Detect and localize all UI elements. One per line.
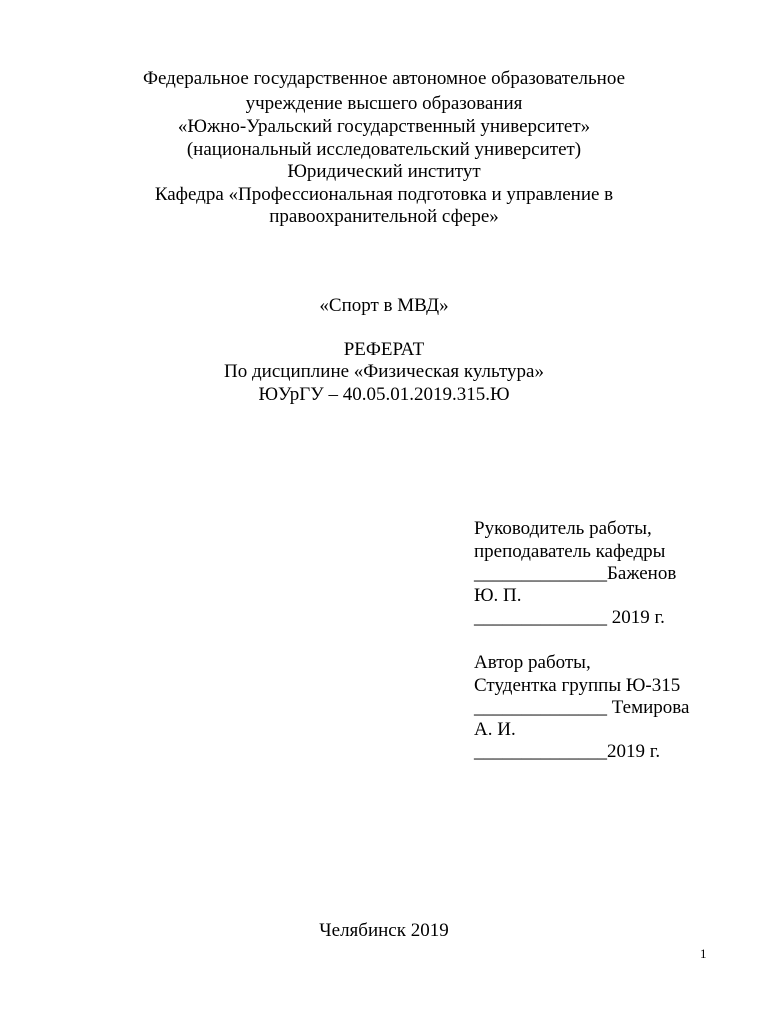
header-line-5: Юридический институт: [287, 161, 481, 182]
document-code: ЮУрГУ – 40.05.01.2019.315.Ю: [258, 384, 510, 405]
author-role-2: Студентка группы Ю-315: [474, 675, 681, 696]
supervisor-role-1: Руководитель работы,: [474, 518, 652, 539]
header-line-7: правоохранительной сфере»: [269, 206, 499, 227]
author-signature: ______________ Темирова: [474, 697, 690, 718]
supervisor-role-2: преподаватель кафедры: [474, 541, 666, 562]
topic-title: «Спорт в МВД»: [319, 295, 449, 316]
header-line-4: (национальный исследовательский университет): [186, 139, 582, 160]
discipline-line: По дисциплине «Физическая культура»: [224, 361, 544, 382]
author-date: ______________2019 г.: [474, 741, 661, 762]
author-initials: А. И.: [474, 719, 516, 740]
supervisor-signature: ______________Баженов: [474, 563, 677, 584]
supervisor-initials: Ю. П.: [474, 585, 522, 606]
page-number: 1: [700, 946, 707, 961]
header-line-3: «Южно-Уральский государственный университет»: [177, 116, 591, 137]
header-line-1: Федеральное государственное автономное образовательное: [142, 68, 626, 89]
supervisor-date: ______________ 2019 г.: [474, 607, 665, 628]
author-role-1: Автор работы,: [474, 652, 591, 673]
header-line-6: Кафедра «Профессиональная подготовка и управление в: [154, 184, 614, 205]
document-type: РЕФЕРАТ: [343, 339, 425, 360]
city-year: Челябинск 2019: [319, 920, 449, 941]
header-line-2: учреждение высшего образования: [245, 93, 523, 114]
